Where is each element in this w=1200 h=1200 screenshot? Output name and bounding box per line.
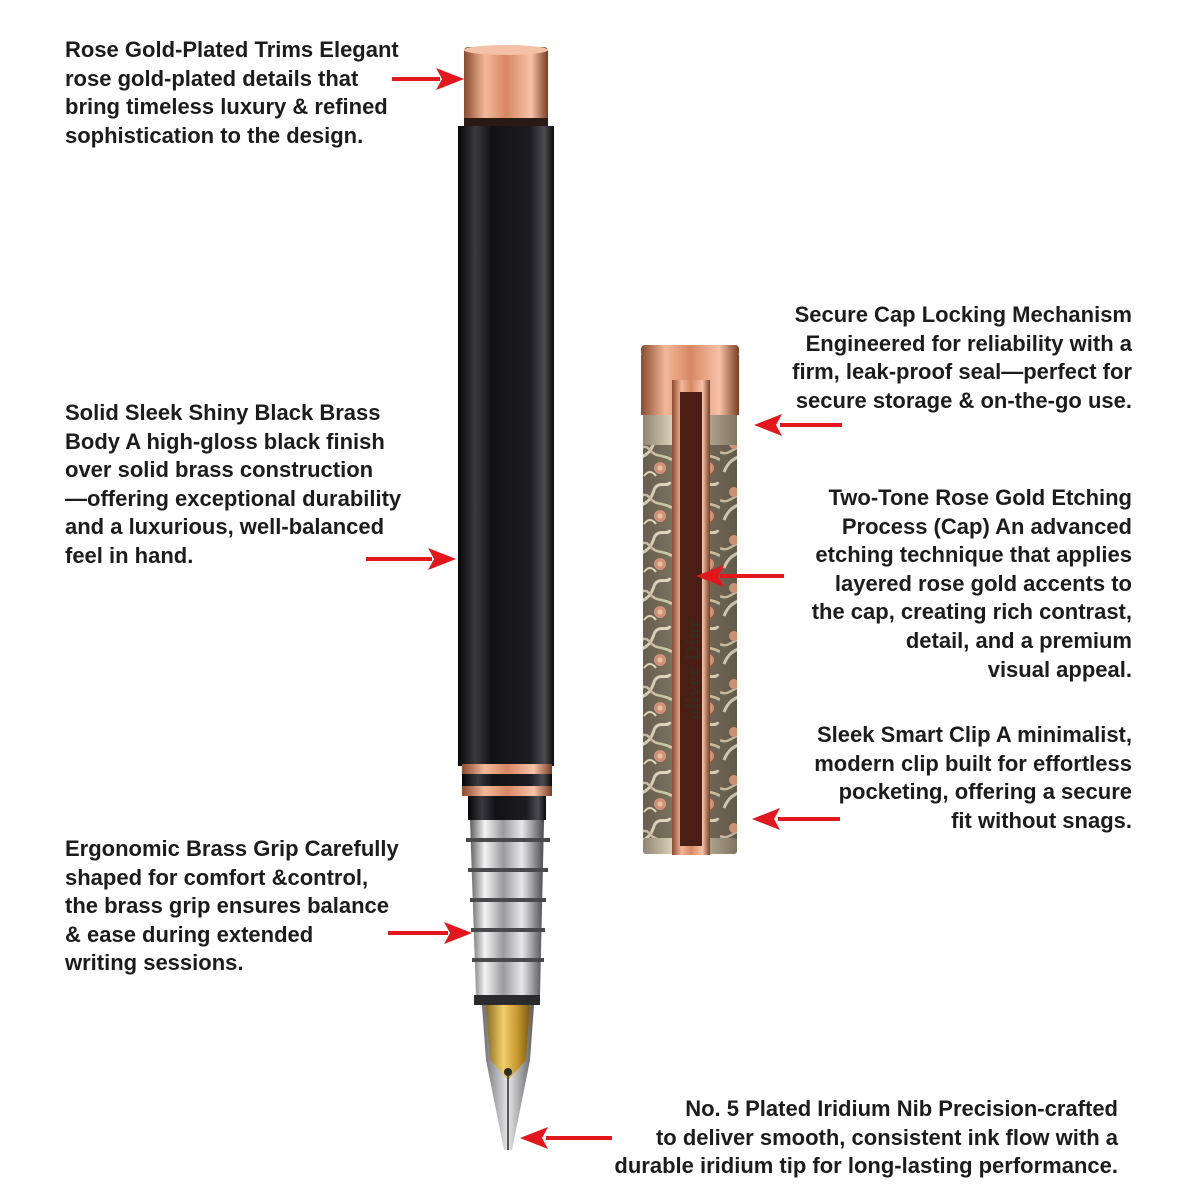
callout-line: and a luxurious, well-balanced xyxy=(65,514,385,540)
callout-line: bring timeless luxury & refined xyxy=(65,94,388,120)
barrel-trim-rings xyxy=(462,764,552,820)
brass-grip-section xyxy=(466,820,550,1005)
arrow-trims xyxy=(392,68,464,90)
callout-line: firm, leak-proof seal—perfect for xyxy=(792,359,1132,385)
iridium-nib xyxy=(482,1005,534,1150)
callout-line: fit without snags. xyxy=(951,807,1132,833)
callout-line: the cap, creating rich contrast, xyxy=(811,599,1132,625)
rose-gold-finial xyxy=(464,45,548,128)
callout-etching xyxy=(812,484,1132,684)
smart-clip xyxy=(672,380,710,855)
callout-line: durable iridium tip for long-lasting performance. xyxy=(614,1153,1118,1179)
callout-line: Rose Gold-Plated Trims Elegant xyxy=(65,37,399,62)
callout-line: Secure Cap Locking Mechanism xyxy=(794,302,1132,327)
callout-line: pocketing, offering a secure xyxy=(838,779,1132,805)
callout-line: etching technique that applies xyxy=(815,542,1132,568)
callout-line: Solid Sleek Shiny Black Brass xyxy=(65,400,381,425)
callout-line: detail, and a premium xyxy=(905,627,1132,653)
callout-line: secure storage & on-the-go use. xyxy=(795,387,1132,413)
callout-line: sophistication to the design. xyxy=(65,122,364,148)
arrow-nib xyxy=(520,1127,612,1149)
black-brass-barrel xyxy=(458,126,554,766)
callout-line: & ease during extended xyxy=(65,921,314,947)
callout-ergonomic-grip xyxy=(65,835,399,978)
callout-line: Two-Tone Rose Gold Etching xyxy=(828,485,1132,510)
callout-smart-clip xyxy=(814,721,1132,835)
callout-rose-gold-trims xyxy=(65,36,399,150)
callout-line: feel in hand. xyxy=(65,542,194,568)
arrow-grip xyxy=(388,922,472,944)
callout-line: Engineered for reliability with a xyxy=(805,330,1132,356)
callout-line: Sleek Smart Clip A minimalist, xyxy=(816,722,1132,747)
callout-line: Ergonomic Brass Grip Carefully xyxy=(65,836,399,861)
callout-line: over solid brass construction xyxy=(65,457,374,483)
callout-line: layered rose gold accents to xyxy=(834,570,1132,596)
callout-line: visual appeal. xyxy=(987,656,1132,682)
arrow-lock xyxy=(754,414,842,436)
callout-line: to deliver smooth, consistent ink flow with a xyxy=(655,1124,1118,1150)
callout-line: modern clip built for effortless xyxy=(814,750,1132,776)
callout-line: the brass grip ensures balance xyxy=(65,893,390,919)
callout-line: writing sessions. xyxy=(65,950,244,976)
callout-line: No. 5 Plated Iridium Nib Precision-crafted xyxy=(685,1096,1118,1121)
callout-iridium-nib xyxy=(614,1095,1118,1181)
cap-engraving: oliver Dior xyxy=(680,618,705,720)
callout-cap-locking xyxy=(792,301,1132,415)
callout-black-brass-body xyxy=(65,399,401,571)
callout-line: —offering exceptional durability xyxy=(65,485,402,511)
callout-line: Process (Cap) An advanced xyxy=(841,513,1132,539)
callout-line: rose gold-plated details that xyxy=(65,65,359,91)
callout-line: Body A high-gloss black finish xyxy=(65,428,385,454)
callout-line: shaped for comfort &control, xyxy=(65,864,369,890)
